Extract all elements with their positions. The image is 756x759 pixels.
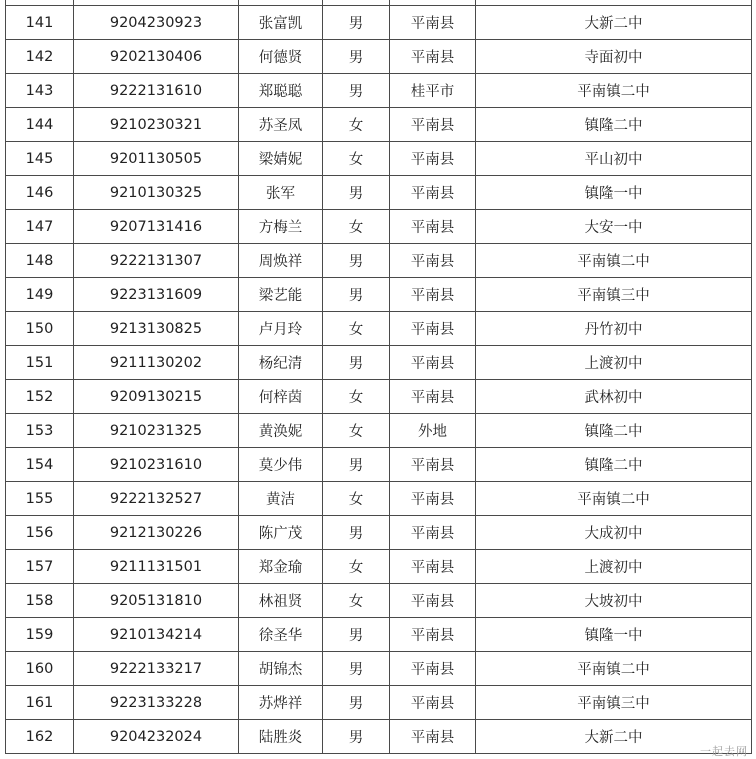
row-number: 146 [6, 176, 74, 210]
origin: 平南县 [390, 482, 476, 516]
exam-id: 9223133228 [74, 686, 239, 720]
table-row [6, 40, 752, 74]
table-row [6, 108, 752, 142]
student-name: 徐圣华 [239, 618, 323, 652]
row-number: 160 [6, 652, 74, 686]
origin: 平南县 [390, 448, 476, 482]
origin: 平南县 [390, 40, 476, 74]
table-row [6, 686, 752, 720]
student-name: 林祖贤 [239, 584, 323, 618]
row-number: 142 [6, 40, 74, 74]
gender: 女 [323, 414, 390, 448]
school: 大坡初中 [476, 584, 752, 618]
student-name: 梁艺能 [239, 278, 323, 312]
exam-id: 9210134214 [74, 618, 239, 652]
student-name: 梁婧妮 [239, 142, 323, 176]
row-number: 148 [6, 244, 74, 278]
gender: 男 [323, 346, 390, 380]
table-row [6, 482, 752, 516]
student-name: 周焕祥 [239, 244, 323, 278]
student-table [5, 0, 752, 754]
table-row [6, 6, 752, 40]
row-number: 151 [6, 346, 74, 380]
gender: 女 [323, 210, 390, 244]
table-row [6, 516, 752, 550]
origin: 平南县 [390, 516, 476, 550]
student-name: 陆胜炎 [239, 720, 323, 754]
table-row [6, 618, 752, 652]
school: 丹竹初中 [476, 312, 752, 346]
school: 平南镇二中 [476, 482, 752, 516]
table-row [6, 312, 752, 346]
origin: 桂平市 [390, 74, 476, 108]
student-name: 卢月玲 [239, 312, 323, 346]
exam-id: 9202130406 [74, 40, 239, 74]
student-name: 黄涣妮 [239, 414, 323, 448]
student-name: 何德贤 [239, 40, 323, 74]
row-number: 156 [6, 516, 74, 550]
table-row [6, 244, 752, 278]
exam-id: 9210231325 [74, 414, 239, 448]
exam-id: 9211131501 [74, 550, 239, 584]
table-body [6, 0, 752, 754]
student-name: 黄洁 [239, 482, 323, 516]
origin: 平南县 [390, 652, 476, 686]
row-number: 145 [6, 142, 74, 176]
row-number: 161 [6, 686, 74, 720]
origin: 平南县 [390, 550, 476, 584]
gender: 男 [323, 686, 390, 720]
school: 平南镇二中 [476, 74, 752, 108]
school: 平山初中 [476, 142, 752, 176]
origin: 平南县 [390, 210, 476, 244]
student-list [5, 0, 751, 754]
school: 平南镇三中 [476, 278, 752, 312]
school: 镇隆二中 [476, 414, 752, 448]
exam-id: 9222131610 [74, 74, 239, 108]
origin: 平南县 [390, 346, 476, 380]
exam-id: 9210231610 [74, 448, 239, 482]
table-row [6, 720, 752, 754]
student-name: 杨纪清 [239, 346, 323, 380]
origin: 平南县 [390, 618, 476, 652]
school: 平南镇三中 [476, 686, 752, 720]
school: 镇隆一中 [476, 176, 752, 210]
table-row [6, 414, 752, 448]
table-row [6, 176, 752, 210]
row-number: 154 [6, 448, 74, 482]
student-name: 郑金瑜 [239, 550, 323, 584]
exam-id: 9213130825 [74, 312, 239, 346]
origin: 平南县 [390, 244, 476, 278]
origin: 平南县 [390, 108, 476, 142]
student-name: 胡锦杰 [239, 652, 323, 686]
student-name: 方梅兰 [239, 210, 323, 244]
exam-id: 9209130215 [74, 380, 239, 414]
table-row [6, 380, 752, 414]
table-row [6, 74, 752, 108]
gender: 女 [323, 482, 390, 516]
school: 大新二中 [476, 6, 752, 40]
gender: 女 [323, 108, 390, 142]
gender: 男 [323, 40, 390, 74]
exam-id: 9207131416 [74, 210, 239, 244]
gender: 男 [323, 618, 390, 652]
student-name: 苏圣凤 [239, 108, 323, 142]
row-number: 147 [6, 210, 74, 244]
student-name: 陈广茂 [239, 516, 323, 550]
student-name: 莫少伟 [239, 448, 323, 482]
school: 镇隆二中 [476, 108, 752, 142]
gender: 男 [323, 74, 390, 108]
row-number: 157 [6, 550, 74, 584]
exam-id: 9222132527 [74, 482, 239, 516]
table-row [6, 550, 752, 584]
table-row [6, 278, 752, 312]
school: 平南镇二中 [476, 652, 752, 686]
row-number: 155 [6, 482, 74, 516]
origin: 平南县 [390, 720, 476, 754]
table-row [6, 210, 752, 244]
gender: 女 [323, 312, 390, 346]
exam-id: 9222133217 [74, 652, 239, 686]
school: 镇隆二中 [476, 448, 752, 482]
origin: 平南县 [390, 686, 476, 720]
gender: 男 [323, 244, 390, 278]
row-number: 150 [6, 312, 74, 346]
origin: 平南县 [390, 176, 476, 210]
row-number: 153 [6, 414, 74, 448]
row-number: 162 [6, 720, 74, 754]
school: 镇隆一中 [476, 618, 752, 652]
school: 寺面初中 [476, 40, 752, 74]
watermark: 一起去网 [700, 745, 748, 758]
exam-id: 9223131609 [74, 278, 239, 312]
origin: 外地 [390, 414, 476, 448]
origin: 平南县 [390, 278, 476, 312]
school: 大成初中 [476, 516, 752, 550]
row-number: 144 [6, 108, 74, 142]
origin: 平南县 [390, 142, 476, 176]
table-row [6, 584, 752, 618]
exam-id: 9210130325 [74, 176, 239, 210]
student-name: 何梓茵 [239, 380, 323, 414]
gender: 男 [323, 6, 390, 40]
school: 上渡初中 [476, 550, 752, 584]
origin: 平南县 [390, 584, 476, 618]
school: 大新二中 [476, 720, 752, 754]
row-number: 143 [6, 74, 74, 108]
student-name: 苏烨祥 [239, 686, 323, 720]
table-row [6, 346, 752, 380]
exam-id: 9205131810 [74, 584, 239, 618]
exam-id: 9204232024 [74, 720, 239, 754]
gender: 女 [323, 584, 390, 618]
student-name: 张军 [239, 176, 323, 210]
exam-id: 9204230923 [74, 6, 239, 40]
gender: 女 [323, 550, 390, 584]
table-row [6, 652, 752, 686]
exam-id: 9212130226 [74, 516, 239, 550]
table-row [6, 142, 752, 176]
gender: 男 [323, 176, 390, 210]
student-name: 张富凯 [239, 6, 323, 40]
row-number: 159 [6, 618, 74, 652]
school: 上渡初中 [476, 346, 752, 380]
gender: 女 [323, 142, 390, 176]
row-number: 152 [6, 380, 74, 414]
gender: 男 [323, 448, 390, 482]
exam-id: 9222131307 [74, 244, 239, 278]
gender: 男 [323, 278, 390, 312]
table-row [6, 448, 752, 482]
gender: 男 [323, 652, 390, 686]
origin: 平南县 [390, 6, 476, 40]
student-name: 郑聪聪 [239, 74, 323, 108]
gender: 男 [323, 516, 390, 550]
row-number: 141 [6, 6, 74, 40]
exam-id: 9210230321 [74, 108, 239, 142]
school: 平南镇二中 [476, 244, 752, 278]
exam-id: 9211130202 [74, 346, 239, 380]
row-number: 158 [6, 584, 74, 618]
gender: 男 [323, 720, 390, 754]
school: 武林初中 [476, 380, 752, 414]
gender: 女 [323, 380, 390, 414]
origin: 平南县 [390, 312, 476, 346]
origin: 平南县 [390, 380, 476, 414]
school: 大安一中 [476, 210, 752, 244]
row-number: 149 [6, 278, 74, 312]
exam-id: 9201130505 [74, 142, 239, 176]
